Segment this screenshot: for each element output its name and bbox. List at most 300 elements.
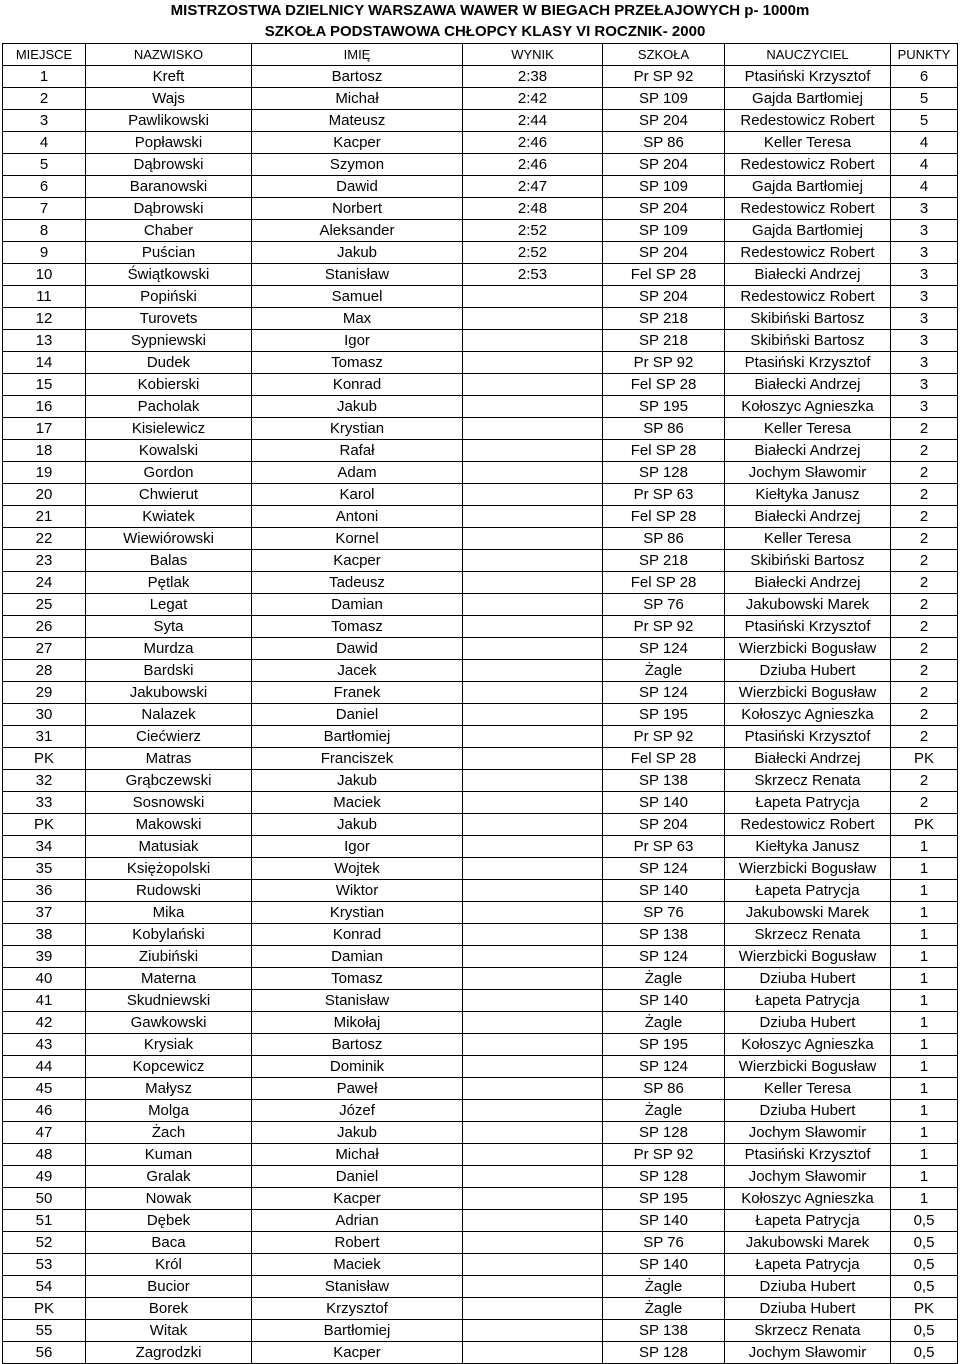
first-name-cell: Bartłomiej — [252, 726, 463, 748]
points-cell: 1 — [891, 990, 958, 1012]
table-row — [3, 132, 958, 154]
place-cell: 14 — [3, 352, 86, 374]
points-cell: 5 — [891, 88, 958, 110]
place-cell: 43 — [3, 1034, 86, 1056]
table-row — [3, 506, 958, 528]
place-cell: 31 — [3, 726, 86, 748]
first-name-cell: Krystian — [252, 418, 463, 440]
school-cell: SP 86 — [603, 132, 725, 154]
first-name-cell: Kornel — [252, 528, 463, 550]
school-cell: SP 124 — [603, 682, 725, 704]
school-cell: SP 128 — [603, 462, 725, 484]
teacher-cell: Gajda Bartłomiej — [725, 176, 891, 198]
first-name-cell: Igor — [252, 330, 463, 352]
teacher-cell: Kołoszyc Agnieszka — [725, 1034, 891, 1056]
points-cell: 2 — [891, 770, 958, 792]
teacher-cell: Dziuba Hubert — [725, 1012, 891, 1034]
school-cell: SP 140 — [603, 1254, 725, 1276]
table-row — [3, 1166, 958, 1188]
school-cell: SP 218 — [603, 330, 725, 352]
surname-cell: Turovets — [86, 308, 252, 330]
surname-cell: Grąbczewski — [86, 770, 252, 792]
first-name-cell: Krystian — [252, 902, 463, 924]
first-name-cell: Stanisław — [252, 264, 463, 286]
teacher-cell: Białecki Andrzej — [725, 374, 891, 396]
place-cell: 55 — [3, 1320, 86, 1342]
first-name-cell: Aleksander — [252, 220, 463, 242]
teacher-cell: Kiełtyka Janusz — [725, 836, 891, 858]
place-cell: 53 — [3, 1254, 86, 1276]
teacher-cell: Redestowicz Robert — [725, 198, 891, 220]
first-name-cell: Maciek — [252, 792, 463, 814]
first-name-cell: Kacper — [252, 1188, 463, 1210]
surname-cell: Baca — [86, 1232, 252, 1254]
place-cell: 22 — [3, 528, 86, 550]
teacher-cell: Białecki Andrzej — [725, 748, 891, 770]
school-cell: SP 218 — [603, 550, 725, 572]
school-cell: Pr SP 92 — [603, 1144, 725, 1166]
result-cell: 2:42 — [463, 88, 603, 110]
school-cell: SP 109 — [603, 176, 725, 198]
place-cell: 38 — [3, 924, 86, 946]
place-cell: 29 — [3, 682, 86, 704]
surname-cell: Gordon — [86, 462, 252, 484]
points-cell: 2 — [891, 660, 958, 682]
teacher-cell: Białecki Andrzej — [725, 506, 891, 528]
table-row — [3, 1342, 958, 1364]
result-cell — [463, 660, 603, 682]
surname-cell: Krysiak — [86, 1034, 252, 1056]
place-cell: 40 — [3, 968, 86, 990]
result-cell — [463, 638, 603, 660]
points-cell: PK — [891, 814, 958, 836]
table-row — [3, 154, 958, 176]
place-cell: 30 — [3, 704, 86, 726]
first-name-cell: Jakub — [252, 770, 463, 792]
page-subtitle: SZKOŁA PODSTAWOWA CHŁOPCY KLASY VI ROCZNIK- 2000 — [264, 23, 706, 40]
place-cell: 15 — [3, 374, 86, 396]
surname-cell: Borek — [86, 1298, 252, 1320]
school-cell: SP 128 — [603, 1122, 725, 1144]
school-cell: SP 109 — [603, 220, 725, 242]
points-cell: 1 — [891, 1122, 958, 1144]
table-row — [3, 704, 958, 726]
points-cell: 2 — [891, 484, 958, 506]
points-cell: 0,5 — [891, 1210, 958, 1232]
table-row — [3, 440, 958, 462]
table-row — [3, 990, 958, 1012]
school-cell: SP 204 — [603, 198, 725, 220]
first-name-cell: Mikołaj — [252, 1012, 463, 1034]
teacher-cell: Białecki Andrzej — [725, 440, 891, 462]
result-cell: 2:48 — [463, 198, 603, 220]
place-cell: 16 — [3, 396, 86, 418]
surname-cell: Ziubiński — [86, 946, 252, 968]
first-name-cell: Karol — [252, 484, 463, 506]
place-cell: PK — [3, 748, 86, 770]
points-cell: 4 — [891, 154, 958, 176]
result-cell: 2:47 — [463, 176, 603, 198]
school-cell: SP 76 — [603, 594, 725, 616]
table-row — [3, 638, 958, 660]
place-cell: 49 — [3, 1166, 86, 1188]
result-cell — [463, 902, 603, 924]
result-cell — [463, 792, 603, 814]
surname-cell: Żach — [86, 1122, 252, 1144]
school-cell: SP 140 — [603, 880, 725, 902]
teacher-cell: Jakubowski Marek — [725, 594, 891, 616]
first-name-cell: Tomasz — [252, 616, 463, 638]
teacher-cell: Kołoszyc Agnieszka — [725, 704, 891, 726]
table-row — [3, 352, 958, 374]
school-cell: Fel SP 28 — [603, 506, 725, 528]
points-cell: PK — [891, 748, 958, 770]
surname-cell: Chaber — [86, 220, 252, 242]
first-name-cell: Konrad — [252, 924, 463, 946]
place-cell: 27 — [3, 638, 86, 660]
table-row — [3, 836, 958, 858]
surname-cell: Kreft — [86, 66, 252, 88]
table-row — [3, 1122, 958, 1144]
points-cell: 2 — [891, 440, 958, 462]
result-cell — [463, 748, 603, 770]
teacher-cell: Skrzecz Renata — [725, 770, 891, 792]
result-cell — [463, 1144, 603, 1166]
teacher-cell: Keller Teresa — [725, 418, 891, 440]
school-cell: Pr SP 92 — [603, 352, 725, 374]
school-cell: SP 138 — [603, 1320, 725, 1342]
place-cell: 2 — [3, 88, 86, 110]
points-cell: 3 — [891, 308, 958, 330]
teacher-cell: Jakubowski Marek — [725, 902, 891, 924]
first-name-cell: Rafał — [252, 440, 463, 462]
column-header-school: SZKOŁA — [603, 44, 725, 66]
school-cell: SP 140 — [603, 990, 725, 1012]
place-cell: 19 — [3, 462, 86, 484]
points-cell: 6 — [891, 66, 958, 88]
first-name-cell: Jakub — [252, 1122, 463, 1144]
surname-cell: Matusiak — [86, 836, 252, 858]
points-cell: 1 — [891, 946, 958, 968]
table-row — [3, 968, 958, 990]
teacher-cell: Łapeta Patrycja — [725, 1254, 891, 1276]
surname-cell: Kowalski — [86, 440, 252, 462]
first-name-cell: Adam — [252, 462, 463, 484]
table-row — [3, 110, 958, 132]
place-cell: 28 — [3, 660, 86, 682]
teacher-cell: Dziuba Hubert — [725, 1276, 891, 1298]
points-cell: PK — [891, 1298, 958, 1320]
table-row — [3, 88, 958, 110]
result-cell — [463, 308, 603, 330]
result-cell — [463, 286, 603, 308]
first-name-cell: Jakub — [252, 396, 463, 418]
school-cell: Fel SP 28 — [603, 748, 725, 770]
surname-cell: Matras — [86, 748, 252, 770]
result-cell — [463, 726, 603, 748]
table-row — [3, 660, 958, 682]
result-cell — [463, 946, 603, 968]
points-cell: 1 — [891, 924, 958, 946]
first-name-cell: Kacper — [252, 550, 463, 572]
teacher-cell: Redestowicz Robert — [725, 154, 891, 176]
points-cell: 2 — [891, 462, 958, 484]
first-name-cell: Jacek — [252, 660, 463, 682]
first-name-cell: Dawid — [252, 176, 463, 198]
first-name-cell: Norbert — [252, 198, 463, 220]
points-cell: 3 — [891, 286, 958, 308]
school-cell: SP 140 — [603, 1210, 725, 1232]
surname-cell: Skudniewski — [86, 990, 252, 1012]
result-cell — [463, 528, 603, 550]
teacher-cell: Białecki Andrzej — [725, 264, 891, 286]
result-cell — [463, 1078, 603, 1100]
table-body — [3, 66, 958, 1364]
teacher-cell: Redestowicz Robert — [725, 814, 891, 836]
table-row — [3, 308, 958, 330]
place-cell: 44 — [3, 1056, 86, 1078]
place-cell: PK — [3, 814, 86, 836]
teacher-cell: Dziuba Hubert — [725, 1100, 891, 1122]
teacher-cell: Jakubowski Marek — [725, 1232, 891, 1254]
table-row — [3, 1254, 958, 1276]
school-cell: SP 86 — [603, 1078, 725, 1100]
table-row — [3, 550, 958, 572]
column-header-first-name: IMIĘ — [252, 44, 463, 66]
first-name-cell: Stanisław — [252, 1276, 463, 1298]
school-cell: Żagle — [603, 660, 725, 682]
school-cell: SP 204 — [603, 286, 725, 308]
place-cell: 8 — [3, 220, 86, 242]
first-name-cell: Paweł — [252, 1078, 463, 1100]
first-name-cell: Konrad — [252, 374, 463, 396]
points-cell: 1 — [891, 836, 958, 858]
first-name-cell: Stanisław — [252, 990, 463, 1012]
table-row — [3, 726, 958, 748]
table-row — [3, 902, 958, 924]
surname-cell: Popiński — [86, 286, 252, 308]
surname-cell: Balas — [86, 550, 252, 572]
school-cell: SP 195 — [603, 396, 725, 418]
school-cell: Fel SP 28 — [603, 264, 725, 286]
points-cell: 3 — [891, 330, 958, 352]
place-cell: 11 — [3, 286, 86, 308]
place-cell: 33 — [3, 792, 86, 814]
table-row — [3, 594, 958, 616]
school-cell: SP 128 — [603, 1166, 725, 1188]
first-name-cell: Jakub — [252, 814, 463, 836]
surname-cell: Kopcewicz — [86, 1056, 252, 1078]
result-cell — [463, 1034, 603, 1056]
points-cell: 1 — [891, 968, 958, 990]
teacher-cell: Wierzbicki Bogusław — [725, 682, 891, 704]
surname-cell: Legat — [86, 594, 252, 616]
surname-cell: Popławski — [86, 132, 252, 154]
school-cell: SP 124 — [603, 638, 725, 660]
table-row — [3, 418, 958, 440]
teacher-cell: Kiełtyka Janusz — [725, 484, 891, 506]
table-row — [3, 814, 958, 836]
school-cell: SP 76 — [603, 902, 725, 924]
surname-cell: Murdza — [86, 638, 252, 660]
result-cell: 2:46 — [463, 132, 603, 154]
points-cell: 3 — [891, 220, 958, 242]
place-cell: 46 — [3, 1100, 86, 1122]
result-cell — [463, 616, 603, 638]
result-cell — [463, 1122, 603, 1144]
column-header-surname: NAZWISKO — [86, 44, 252, 66]
surname-cell: Kobylański — [86, 924, 252, 946]
result-cell — [463, 1232, 603, 1254]
school-cell: SP 218 — [603, 308, 725, 330]
place-cell: 35 — [3, 858, 86, 880]
result-cell — [463, 968, 603, 990]
school-cell: SP 204 — [603, 814, 725, 836]
first-name-cell: Szymon — [252, 154, 463, 176]
place-cell: 47 — [3, 1122, 86, 1144]
place-cell: 21 — [3, 506, 86, 528]
teacher-cell: Jochym Sławomir — [725, 462, 891, 484]
points-cell: 3 — [891, 242, 958, 264]
surname-cell: Gralak — [86, 1166, 252, 1188]
surname-cell: Dąbrowski — [86, 198, 252, 220]
result-cell — [463, 1056, 603, 1078]
page-title: MISTRZOSTWA DZIELNICY WARSZAWA WAWER W BIEGACH PRZEŁAJOWYCH p- 1000m — [170, 2, 810, 19]
result-cell — [463, 704, 603, 726]
first-name-cell: Damian — [252, 946, 463, 968]
first-name-cell: Adrian — [252, 1210, 463, 1232]
table-row — [3, 242, 958, 264]
surname-cell: Materna — [86, 968, 252, 990]
place-cell: 13 — [3, 330, 86, 352]
place-cell: 23 — [3, 550, 86, 572]
school-cell: SP 109 — [603, 88, 725, 110]
teacher-cell: Skibiński Bartosz — [725, 308, 891, 330]
place-cell: 7 — [3, 198, 86, 220]
result-cell — [463, 1276, 603, 1298]
school-cell: SP 140 — [603, 792, 725, 814]
first-name-cell: Józef — [252, 1100, 463, 1122]
teacher-cell: Gajda Bartłomiej — [725, 220, 891, 242]
points-cell: 2 — [891, 550, 958, 572]
first-name-cell: Daniel — [252, 1166, 463, 1188]
school-cell: Pr SP 63 — [603, 484, 725, 506]
points-cell: 3 — [891, 374, 958, 396]
school-cell: SP 204 — [603, 242, 725, 264]
table-row — [3, 286, 958, 308]
place-cell: 42 — [3, 1012, 86, 1034]
points-cell: 1 — [891, 1012, 958, 1034]
points-cell: 0,5 — [891, 1254, 958, 1276]
points-cell: 4 — [891, 132, 958, 154]
place-cell: 17 — [3, 418, 86, 440]
school-cell: Żagle — [603, 1298, 725, 1320]
points-cell: 1 — [891, 1078, 958, 1100]
table-row — [3, 66, 958, 88]
teacher-cell: Redestowicz Robert — [725, 110, 891, 132]
table-row — [3, 528, 958, 550]
first-name-cell: Maciek — [252, 1254, 463, 1276]
school-cell: SP 128 — [603, 1342, 725, 1364]
surname-cell: Dudek — [86, 352, 252, 374]
first-name-cell: Mateusz — [252, 110, 463, 132]
place-cell: 34 — [3, 836, 86, 858]
table-row — [3, 572, 958, 594]
place-cell: PK — [3, 1298, 86, 1320]
surname-cell: Zagrodzki — [86, 1342, 252, 1364]
teacher-cell: Kołoszyc Agnieszka — [725, 1188, 891, 1210]
table-row — [3, 1144, 958, 1166]
place-cell: 52 — [3, 1232, 86, 1254]
column-header-points: PUNKTY — [891, 44, 958, 66]
surname-cell: Witak — [86, 1320, 252, 1342]
teacher-cell: Jochym Sławomir — [725, 1342, 891, 1364]
table-row — [3, 880, 958, 902]
table-row — [3, 1298, 958, 1320]
result-cell — [463, 990, 603, 1012]
place-cell: 50 — [3, 1188, 86, 1210]
first-name-cell: Tomasz — [252, 352, 463, 374]
surname-cell: Kobierski — [86, 374, 252, 396]
points-cell: 1 — [891, 858, 958, 880]
result-cell — [463, 550, 603, 572]
table-row — [3, 176, 958, 198]
surname-cell: Pawlikowski — [86, 110, 252, 132]
place-cell: 1 — [3, 66, 86, 88]
result-cell — [463, 836, 603, 858]
first-name-cell: Tadeusz — [252, 572, 463, 594]
teacher-cell: Wierzbicki Bogusław — [725, 946, 891, 968]
table-row — [3, 924, 958, 946]
surname-cell: Pacholak — [86, 396, 252, 418]
school-cell: SP 195 — [603, 1034, 725, 1056]
school-cell: SP 124 — [603, 946, 725, 968]
school-cell: SP 138 — [603, 770, 725, 792]
table-row — [3, 1188, 958, 1210]
result-cell — [463, 572, 603, 594]
result-cell — [463, 1100, 603, 1122]
school-cell: Pr SP 92 — [603, 726, 725, 748]
points-cell: 3 — [891, 264, 958, 286]
place-cell: 18 — [3, 440, 86, 462]
first-name-cell: Bartosz — [252, 1034, 463, 1056]
column-header-result: WYNIK — [463, 44, 603, 66]
table-row — [3, 396, 958, 418]
surname-cell: Kwiatek — [86, 506, 252, 528]
result-cell — [463, 1210, 603, 1232]
teacher-cell: Dziuba Hubert — [725, 660, 891, 682]
teacher-cell: Ptasiński Krzysztof — [725, 616, 891, 638]
points-cell: 1 — [891, 902, 958, 924]
surname-cell: Małysz — [86, 1078, 252, 1100]
points-cell: 2 — [891, 616, 958, 638]
teacher-cell: Łapeta Patrycja — [725, 990, 891, 1012]
table-row — [3, 1012, 958, 1034]
result-cell: 2:52 — [463, 242, 603, 264]
points-cell: 0,5 — [891, 1232, 958, 1254]
teacher-cell: Dziuba Hubert — [725, 1298, 891, 1320]
first-name-cell: Samuel — [252, 286, 463, 308]
first-name-cell: Max — [252, 308, 463, 330]
school-cell: SP 195 — [603, 704, 725, 726]
teacher-cell: Keller Teresa — [725, 132, 891, 154]
table-row — [3, 1232, 958, 1254]
points-cell: 1 — [891, 1144, 958, 1166]
place-cell: 36 — [3, 880, 86, 902]
teacher-cell: Wierzbicki Bogusław — [725, 1056, 891, 1078]
first-name-cell: Damian — [252, 594, 463, 616]
first-name-cell: Michał — [252, 1144, 463, 1166]
